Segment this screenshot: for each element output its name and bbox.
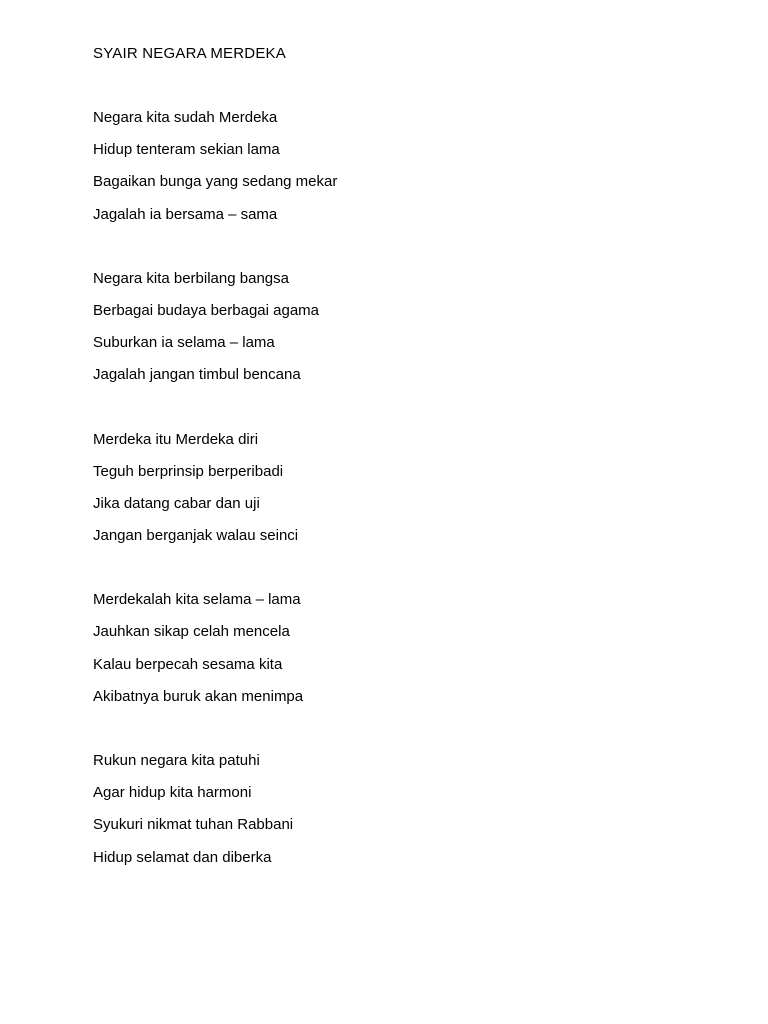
stanza-4 [93, 590, 693, 719]
stanza-5 [93, 751, 693, 880]
poem-body [93, 108, 693, 912]
poem-line: Teguh berprinsip berperibadi [93, 462, 284, 480]
poem-line: Hidup tenteram sekian lama [93, 141, 280, 159]
poem-line: Merdeka itu Merdeka diri [93, 430, 259, 448]
poem-line: Rukun negara kita patuhi [93, 752, 260, 769]
poem-line: Negara kita berbilang bangsa [93, 269, 289, 287]
poem-line: Berbagai budaya berbagai agama [93, 301, 320, 319]
document-title: SYAIR NEGARA MERDEKA [93, 45, 286, 62]
stanza-2 [93, 269, 693, 398]
poem-line: Jagalah jangan timbul bencana [93, 366, 301, 384]
poem-line: Akibatnya buruk akan menimpa [93, 687, 304, 705]
poem-line: Bagaikan bunga yang sedang mekar [93, 173, 338, 191]
poem-line: Suburkan ia selama – lama [93, 334, 275, 352]
stanza-1 [93, 108, 693, 237]
poem-line: Agar hidup kita harmoni [93, 784, 252, 802]
poem-line: Syukuri nikmat tuhan Rabbani [93, 816, 294, 834]
poem-line: Hidup selamat dan diberka [93, 848, 272, 866]
poem-line: Jagalah ia bersama – sama [93, 205, 278, 223]
poem-line: Merdekalah kita selama – lama [93, 591, 301, 609]
poem-line: Jauhkan sikap celah mencela [93, 623, 290, 641]
poem-line: Jangan berganjak walau seinci [93, 527, 299, 545]
poem-line: Negara kita sudah Merdeka [93, 109, 278, 126]
stanza-3 [93, 430, 693, 559]
poem-line: Kalau berpecah sesama kita [93, 655, 283, 673]
poem-line: Jika datang cabar dan uji [93, 494, 260, 512]
